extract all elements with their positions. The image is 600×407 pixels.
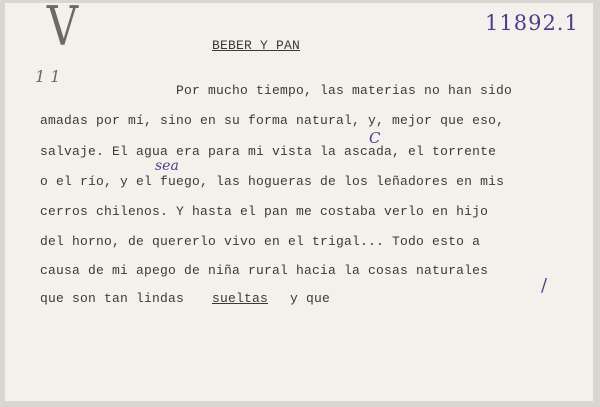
text-line-7: causa de mi apego de niña rural hacia la cosas naturales [40, 263, 489, 278]
text-line-4: o el río, y el fuego, las hogueras de los leñadores en mis [40, 174, 505, 189]
text-line-5: cerros chilenos. Y hasta el pan me costaba verlo en hijo [40, 204, 489, 219]
text-line-6: del horno, de quererlo vivo en el trigal... Todo esto a [40, 234, 481, 249]
insertion-sea: sea [155, 158, 179, 174]
text-line-3: salvaje. El agua era para mi vista la ascada, el torrente [40, 144, 497, 159]
insertion-cascada: C [369, 129, 381, 147]
end-slash-mark: / [541, 275, 548, 296]
document-title: BEBER Y PAN [212, 38, 301, 53]
text-line-1: Por mucho tiempo, las materias no han sido [176, 83, 513, 98]
text-line-8-end: y que [290, 291, 331, 306]
pencil-v-mark: V [46, 0, 79, 58]
index-card [4, 2, 594, 402]
archive-number: 11892.1 [485, 11, 579, 35]
pencil-marks-left: 1 1 [35, 67, 61, 86]
text-line-8: que son tan lindas [40, 291, 185, 306]
text-line-2: amadas por mí, sino en su forma natural, y, mejor que eso, [40, 113, 505, 128]
text-line-8-underlined-word: sueltas [212, 291, 269, 306]
